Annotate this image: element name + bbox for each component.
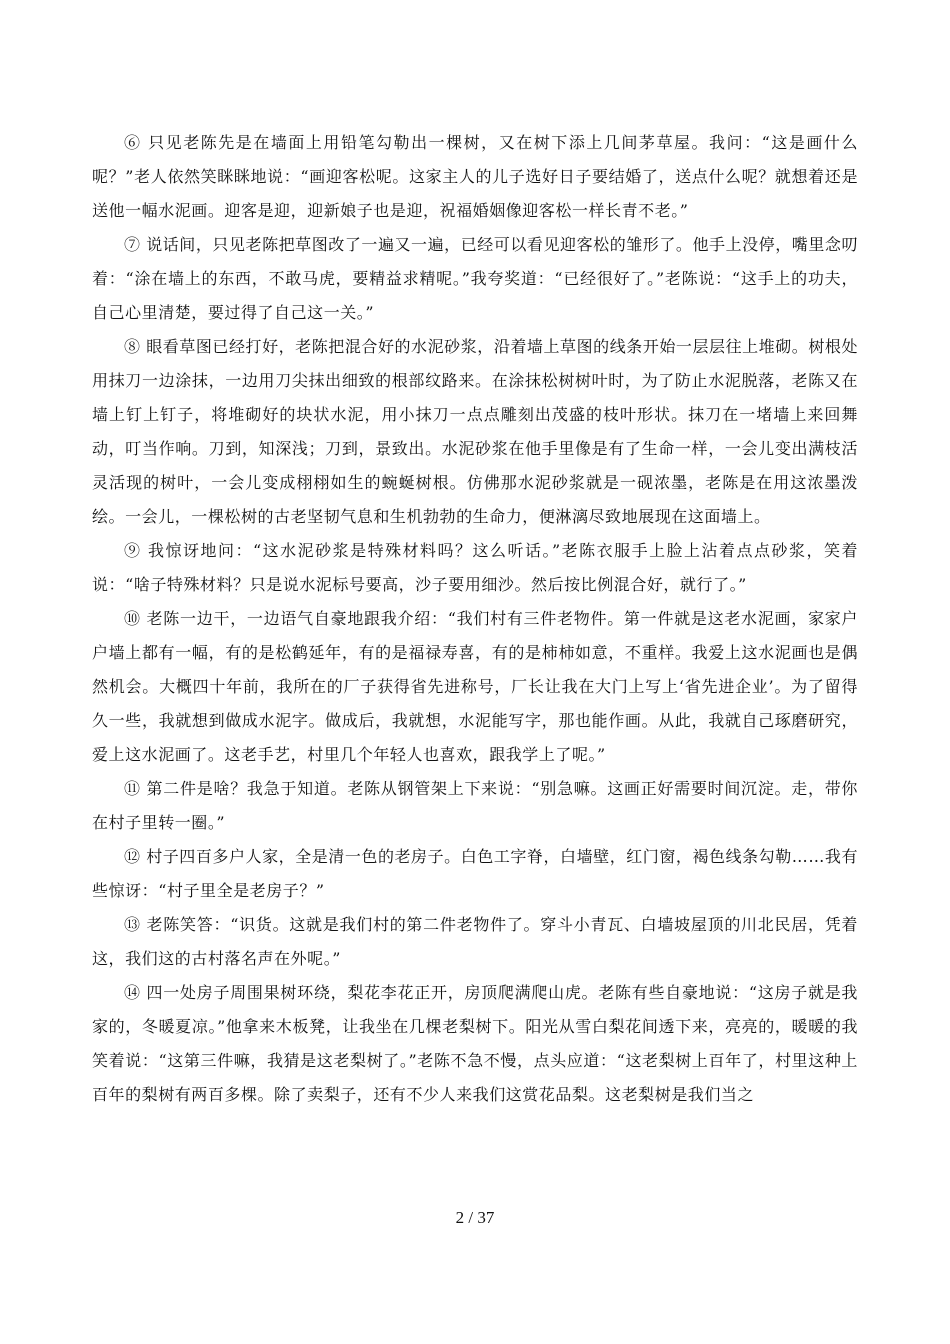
paragraph-7: ⑦ 说话间，只见老陈把草图改了一遍又一遍，已经可以看见迎客松的雏形了。他手上没停，嘴里念叨着：“涂在墙上的东西，不敢马虎，要精益求精呢。”我夸奖道：“已经很好了。”老陈说：“这手上的功夫，自己心里清楚，要过得了自己这一关。” (92, 235, 858, 322)
paragraph-9: ⑨ 我惊讶地问：“这水泥砂浆是特殊材料吗？这么听话。”老陈衣服手上脸上沾着点点砂浆，笑着说：“啥子特殊材料？只是说水泥标号要高，沙子要用细沙。然后按比例混合好，就行了。” (92, 541, 858, 594)
page-number: 2 / 37 (455, 1208, 495, 1227)
paragraph-10: ⑩ 老陈一边干，一边语气自豪地跟我介绍：“我们村有三件老物件。第一件就是这老水泥画，家家户户墙上都有一幅，有的是松鹤延年，有的是福禄寿喜，有的是柿柿如意，不重样。我爱上这水泥画也是偶然机会。大概四十年前，我所在的厂子获得省先进称号，厂长让我在大门上写上‘省先进企业’。为了留得久一些，我就想到做成水泥字。做成后，我就想，水泥能写字，那也能作画。从此，我就自己琢磨研究，爱上这水泥画了。这老手艺，村里几个年轻人也喜欢，跟我学上了呢。” (92, 609, 858, 764)
paragraph-8: ⑧ 眼看草图已经打好，老陈把混合好的水泥砂浆，沿着墙上草图的线条开始一层层往上堆砌。树根处用抹刀一边涂抹，一边用刀尖抹出细致的根部纹路来。在涂抹松树树叶时，为了防止水泥脱落，老陈又在墙上钉上钉子，将堆砌好的块状水泥，用小抹刀一点点雕刻出茂盛的枝叶形状。抹刀在一堵墙上来回舞动，叮当作响。刀到，知深浅；刀到，景致出。水泥砂浆在他手里像是有了生命一样，一会儿变出满枝活灵活现的树叶，一会儿变成栩栩如生的蜿蜒树根。仿佛那水泥砂浆就是一砚浓墨，老陈是在用这浓墨泼绘。一会儿，一棵松树的古老坚韧气息和生机勃勃的生命力，便淋漓尽致地展现在这面墙上。 (92, 337, 858, 526)
paragraph-6: ⑥ 只见老陈先是在墙面上用铅笔勾勒出一棵树，又在树下添上几间茅草屋。我问：“这是画什么呢？”老人依然笑眯眯地说：“画迎客松呢。这家主人的儿子选好日子要结婚了，送点什么呢？就想着还是送他一幅水泥画。迎客是迎，迎新娘子也是迎，祝福婚姻像迎客松一样长青不老。” (92, 133, 858, 220)
article-body (92, 126, 858, 1112)
paragraph-11: ⑪ 第二件是啥？我急于知道。老陈从钢管架上下来说：“别急嘛。这画正好需要时间沉淀。走，带你在村子里转一圈。” (92, 779, 858, 832)
paragraph-12: ⑫ 村子四百多户人家，全是清一色的老房子。白色工字脊，白墙壁，红门窗，褐色线条勾勒……我有些惊讶：“村子里全是老房子？” (92, 847, 858, 900)
paragraph-14: ⑭ 四一处房子周围果树环绕，梨花李花正开，房顶爬满爬山虎。老陈有些自豪地说：“这房子就是我家的，冬暖夏凉。”他拿来木板凳，让我坐在几棵老梨树下。阳光从雪白梨花间透下来，亮亮的，暖暖的我笑着说：“这第三件嘛，我猜是这老梨树了。”老陈不急不慢，点头应道：“这老梨树上百年了，村里这种上百年的梨树有两百多棵。除了卖梨子，还有不少人来我们这赏花品梨。这老梨树是我们当之 (92, 983, 858, 1104)
paragraph-13: ⑬ 老陈笑答：“识货。这就是我们村的第二件老物件了。穿斗小青瓦、白墙坡屋顶的川北民居，凭着这，我们这的古村落名声在外呢。” (92, 915, 858, 968)
